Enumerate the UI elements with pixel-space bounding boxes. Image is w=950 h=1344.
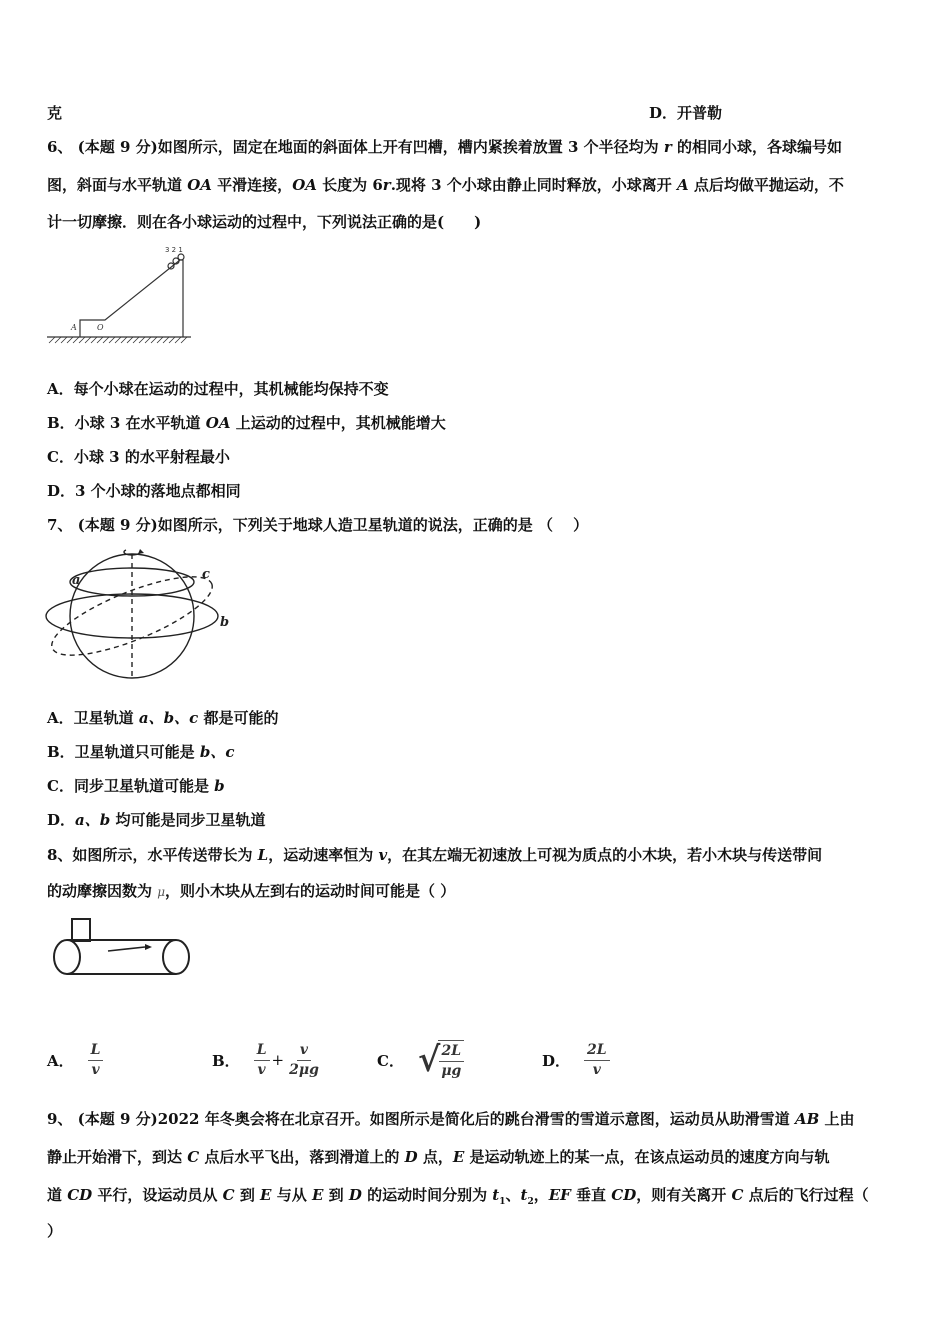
q8-wood-block bbox=[72, 919, 90, 941]
q6-option-d[interactable]: D．3 个小球的落地点都相同 bbox=[47, 482, 241, 500]
q7-label-c: c bbox=[202, 567, 210, 582]
q6-label-a: A bbox=[71, 323, 77, 332]
q8-option-b-fraction-1: $\frac{L}{v}$ bbox=[254, 1042, 270, 1079]
q8-direction-arrow bbox=[108, 947, 145, 951]
q7-option-b[interactable]: B．卫星轨道只可能是 b、c bbox=[47, 743, 235, 761]
q8-option-c[interactable]: C． √ $\frac{2L}{\mu g}$ bbox=[377, 1030, 464, 1090]
q6-label-o: O bbox=[97, 323, 104, 332]
q8-option-a[interactable]: A． $\frac{L}{v}$ bbox=[47, 1030, 103, 1090]
q6-incline-figure bbox=[45, 240, 195, 348]
q6-option-c[interactable]: C．小球 3 的水平射程最小 bbox=[47, 448, 230, 466]
q7-option-c[interactable]: C．同步卫星轨道可能是 b bbox=[47, 777, 225, 795]
q8-right-roller bbox=[163, 940, 189, 974]
q6-ball-1 bbox=[178, 254, 184, 260]
q9-stem-line3: 道 CD 平行，设运动员从 C 到 E 与从 E 到 D 的运动时间分别为 $t_1$、$t_2$，EF 垂直 CD，则有关离开 C 点后的飞行过程（ bbox=[47, 1186, 869, 1207]
q7-rotation-arrowhead bbox=[138, 549, 144, 554]
prev-question-option-d: D．开普勒 bbox=[649, 104, 723, 122]
q8-direction-arrowhead bbox=[145, 944, 152, 950]
q7-option-d[interactable]: D．a、b 均可能是同步卫星轨道 bbox=[47, 811, 266, 829]
q8-conveyor-figure bbox=[50, 915, 195, 980]
q8-option-b-fraction-2: $\frac{v}{2\mu g}$ bbox=[289, 1041, 319, 1078]
q6-ground-hatch bbox=[49, 337, 187, 343]
q7-label-b: b bbox=[220, 615, 230, 630]
q9-stem-line1: 9、 (本题 9 分)2022 年冬奥会将在北京召开。如图所示是简化后的跳台滑雪的雪道示意图，运动员从助滑雪道 AB 上由 bbox=[47, 1110, 855, 1128]
q6-ball-numbers: 3 2 1 bbox=[165, 246, 183, 254]
q6-stem-line1: 6、 (本题 9 分)如图所示，固定在地面的斜面体上开有凹槽，槽内紧挨着放置 3 个半径均为 r 的相同小球，各球编号如 bbox=[47, 138, 842, 156]
q6-option-a[interactable]: A．每个小球在运动的过程中，其机械能均保持不变 bbox=[47, 380, 389, 398]
q8-option-c-sqrt: √ $\frac{2L}{\mu g}$ bbox=[418, 1040, 464, 1080]
q9-stem-line2: 静止开始滑下，到达 C 点后水平飞出，落到滑道上的 D 点，E 是运动轨迹上的某一点，在该点运动员的速度方向与轨 bbox=[47, 1148, 830, 1166]
q8-option-a-fraction: $\frac{L}{v}$ bbox=[88, 1042, 104, 1079]
q7-stem: 7、 (本题 9 分)如图所示，下列关于地球人造卫星轨道的说法，正确的是 （ ） bbox=[47, 516, 589, 534]
prev-question-fragment: 克 bbox=[47, 104, 63, 122]
q6-option-b[interactable]: B．小球 3 在水平轨道 OA 上运动的过程中，其机械能增大 bbox=[47, 414, 446, 432]
q8-option-b[interactable]: B． $\frac{L}{v}$ + $\frac{v}{2\mu g}$ bbox=[212, 1030, 322, 1090]
q6-incline-body bbox=[80, 260, 183, 337]
q6-stem-line3: 计一切摩擦．则在各小球运动的过程中，下列说法正确的是( ) bbox=[47, 213, 482, 231]
q8-left-roller bbox=[54, 940, 80, 974]
q8-stem-line1: 8、如图所示，水平传送带长为 L，运动速率恒为 v，在其左端无初速放上可视为质点的小木块，若小木块与传送带间 bbox=[47, 846, 823, 864]
q7-label-a: a bbox=[72, 573, 81, 588]
q6-stem-line2: 图，斜面与水平轨道 OA 平滑连接，OA 长度为 6r.现将 3 个小球由静止同时释放，小球离开 A 点后均做平抛运动，不 bbox=[47, 176, 844, 194]
q7-option-a[interactable]: A．卫星轨道 a、b、c 都是可能的 bbox=[47, 709, 279, 727]
q8-option-d[interactable]: D． $\frac{2L}{v}$ bbox=[542, 1030, 610, 1090]
q8-stem-line2: 的动摩擦因数为 μ，则小木块从左到右的运动时间可能是（ ） bbox=[47, 882, 456, 900]
q7-satellite-orbit-figure bbox=[42, 542, 242, 682]
q9-stem-line4: ） bbox=[47, 1222, 63, 1240]
q8-option-d-fraction: $\frac{2L}{v}$ bbox=[584, 1042, 610, 1079]
